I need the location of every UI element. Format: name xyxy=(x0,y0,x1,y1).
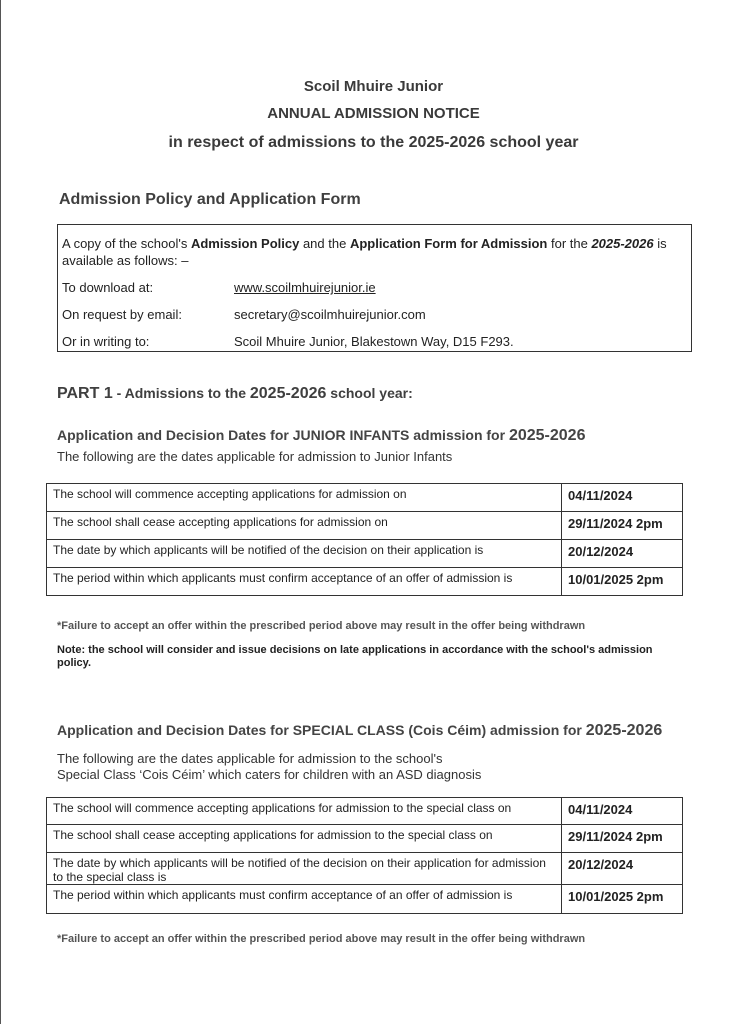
download-row xyxy=(62,280,687,298)
part-label: PART 1 xyxy=(57,385,113,402)
junior-desc: The following are the dates applicable for admission to Junior Infants xyxy=(57,449,453,464)
row-desc: The school shall cease accepting applications for admission to the special class on xyxy=(47,825,562,853)
intro-text: A copy of the school's xyxy=(62,236,191,251)
school-name: Scoil Mhuire Junior xyxy=(303,78,444,95)
year-text: 2025-2026 xyxy=(591,236,654,251)
policy-box xyxy=(57,224,692,352)
special-title-text: Application and Decision Dates for SPECIAL CLASS (Cois Céim) admission for xyxy=(57,722,586,738)
junior-footnote: *Failure to accept an offer within the prescribed period above may result in the offer being withdrawn xyxy=(57,620,586,632)
email-label: On request by email: xyxy=(62,307,182,322)
row-date: 04/11/2024 xyxy=(562,484,683,512)
row-date: 29/11/2024 2pm xyxy=(562,825,683,853)
page-edge xyxy=(0,0,1,1024)
address-row xyxy=(62,334,687,352)
policy-section-title: Admission Policy and Application Form xyxy=(59,191,361,208)
special-desc-1: The following are the dates applicable for admission to the school's xyxy=(57,751,443,766)
table-row xyxy=(47,885,683,914)
download-label: To download at: xyxy=(62,280,154,295)
intro-text: and the xyxy=(299,236,350,251)
row-date: 20/12/2024 xyxy=(562,853,683,885)
part-text: school year: xyxy=(326,385,413,401)
address-label: Or in writing to: xyxy=(62,334,150,349)
special-footnote: *Failure to accept an offer within the prescribed period above may result in the offer being withdrawn xyxy=(57,933,586,945)
junior-title-text: Application and Decision Dates for JUNIOR INFANTS admission for xyxy=(57,427,509,443)
row-desc: The period within which applicants must confirm acceptance of an offer of admission is xyxy=(47,885,562,914)
table-row xyxy=(47,568,683,596)
part-year: 2025-2026 xyxy=(249,385,327,402)
row-desc: The school shall cease accepting applications for admission on xyxy=(47,512,562,540)
email-value: secretary@scoilmhuirejunior.com xyxy=(234,307,426,322)
application-form-text: Application Form for Admission xyxy=(349,236,548,251)
row-date: 10/01/2025 2pm xyxy=(562,885,683,914)
intro-text: is available as follows: – xyxy=(62,236,667,268)
special-dates-table xyxy=(46,797,683,914)
notice-title: ANNUAL ADMISSION NOTICE xyxy=(267,105,480,122)
row-date: 10/01/2025 2pm xyxy=(562,568,683,596)
address-value: Scoil Mhuire Junior, Blakestown Way, D15 F293. xyxy=(234,334,514,349)
row-desc: The period within which applicants must confirm acceptance of an offer of admission is xyxy=(47,568,562,596)
special-title xyxy=(57,722,662,740)
table-row xyxy=(47,484,683,512)
junior-dates-table xyxy=(46,483,683,596)
part1-title xyxy=(57,385,413,403)
intro-text: for the xyxy=(547,236,592,251)
table-row xyxy=(47,540,683,568)
row-date: 20/12/2024 xyxy=(562,540,683,568)
part-text: - Admissions to the xyxy=(112,385,250,401)
email-row xyxy=(62,307,687,325)
late-applications-note: Note: the school will consider and issue decisions on late applications in accordance with the school's admission policy. xyxy=(57,644,653,669)
row-date: 29/11/2024 2pm xyxy=(562,512,683,540)
row-desc: The school will commence accepting applications for admission on xyxy=(47,484,562,512)
row-date: 04/11/2024 xyxy=(562,798,683,825)
policy-intro xyxy=(62,235,687,269)
row-desc: The school will commence accepting applications for admission to the special class on xyxy=(47,798,562,825)
admission-policy-text: Admission Policy xyxy=(190,236,300,251)
table-row xyxy=(47,798,683,825)
row-desc: The date by which applicants will be notified of the decision on their application for admission to the special class is xyxy=(47,853,562,885)
row-desc: The date by which applicants will be notified of the decision on their application is xyxy=(47,540,562,568)
table-row xyxy=(47,853,683,885)
junior-title xyxy=(57,427,585,445)
website-link[interactable]: www.scoilmhuirejunior.ie xyxy=(234,280,376,295)
table-row xyxy=(47,512,683,540)
special-desc-2: Special Class ‘Cois Céim’ which caters for children with an ASD diagnosis xyxy=(57,767,482,782)
table-row xyxy=(47,825,683,853)
school-year-line: in respect of admissions to the 2025-2026 school year xyxy=(168,134,579,151)
special-title-year: 2025-2026 xyxy=(585,722,663,739)
junior-title-year: 2025-2026 xyxy=(508,427,586,444)
